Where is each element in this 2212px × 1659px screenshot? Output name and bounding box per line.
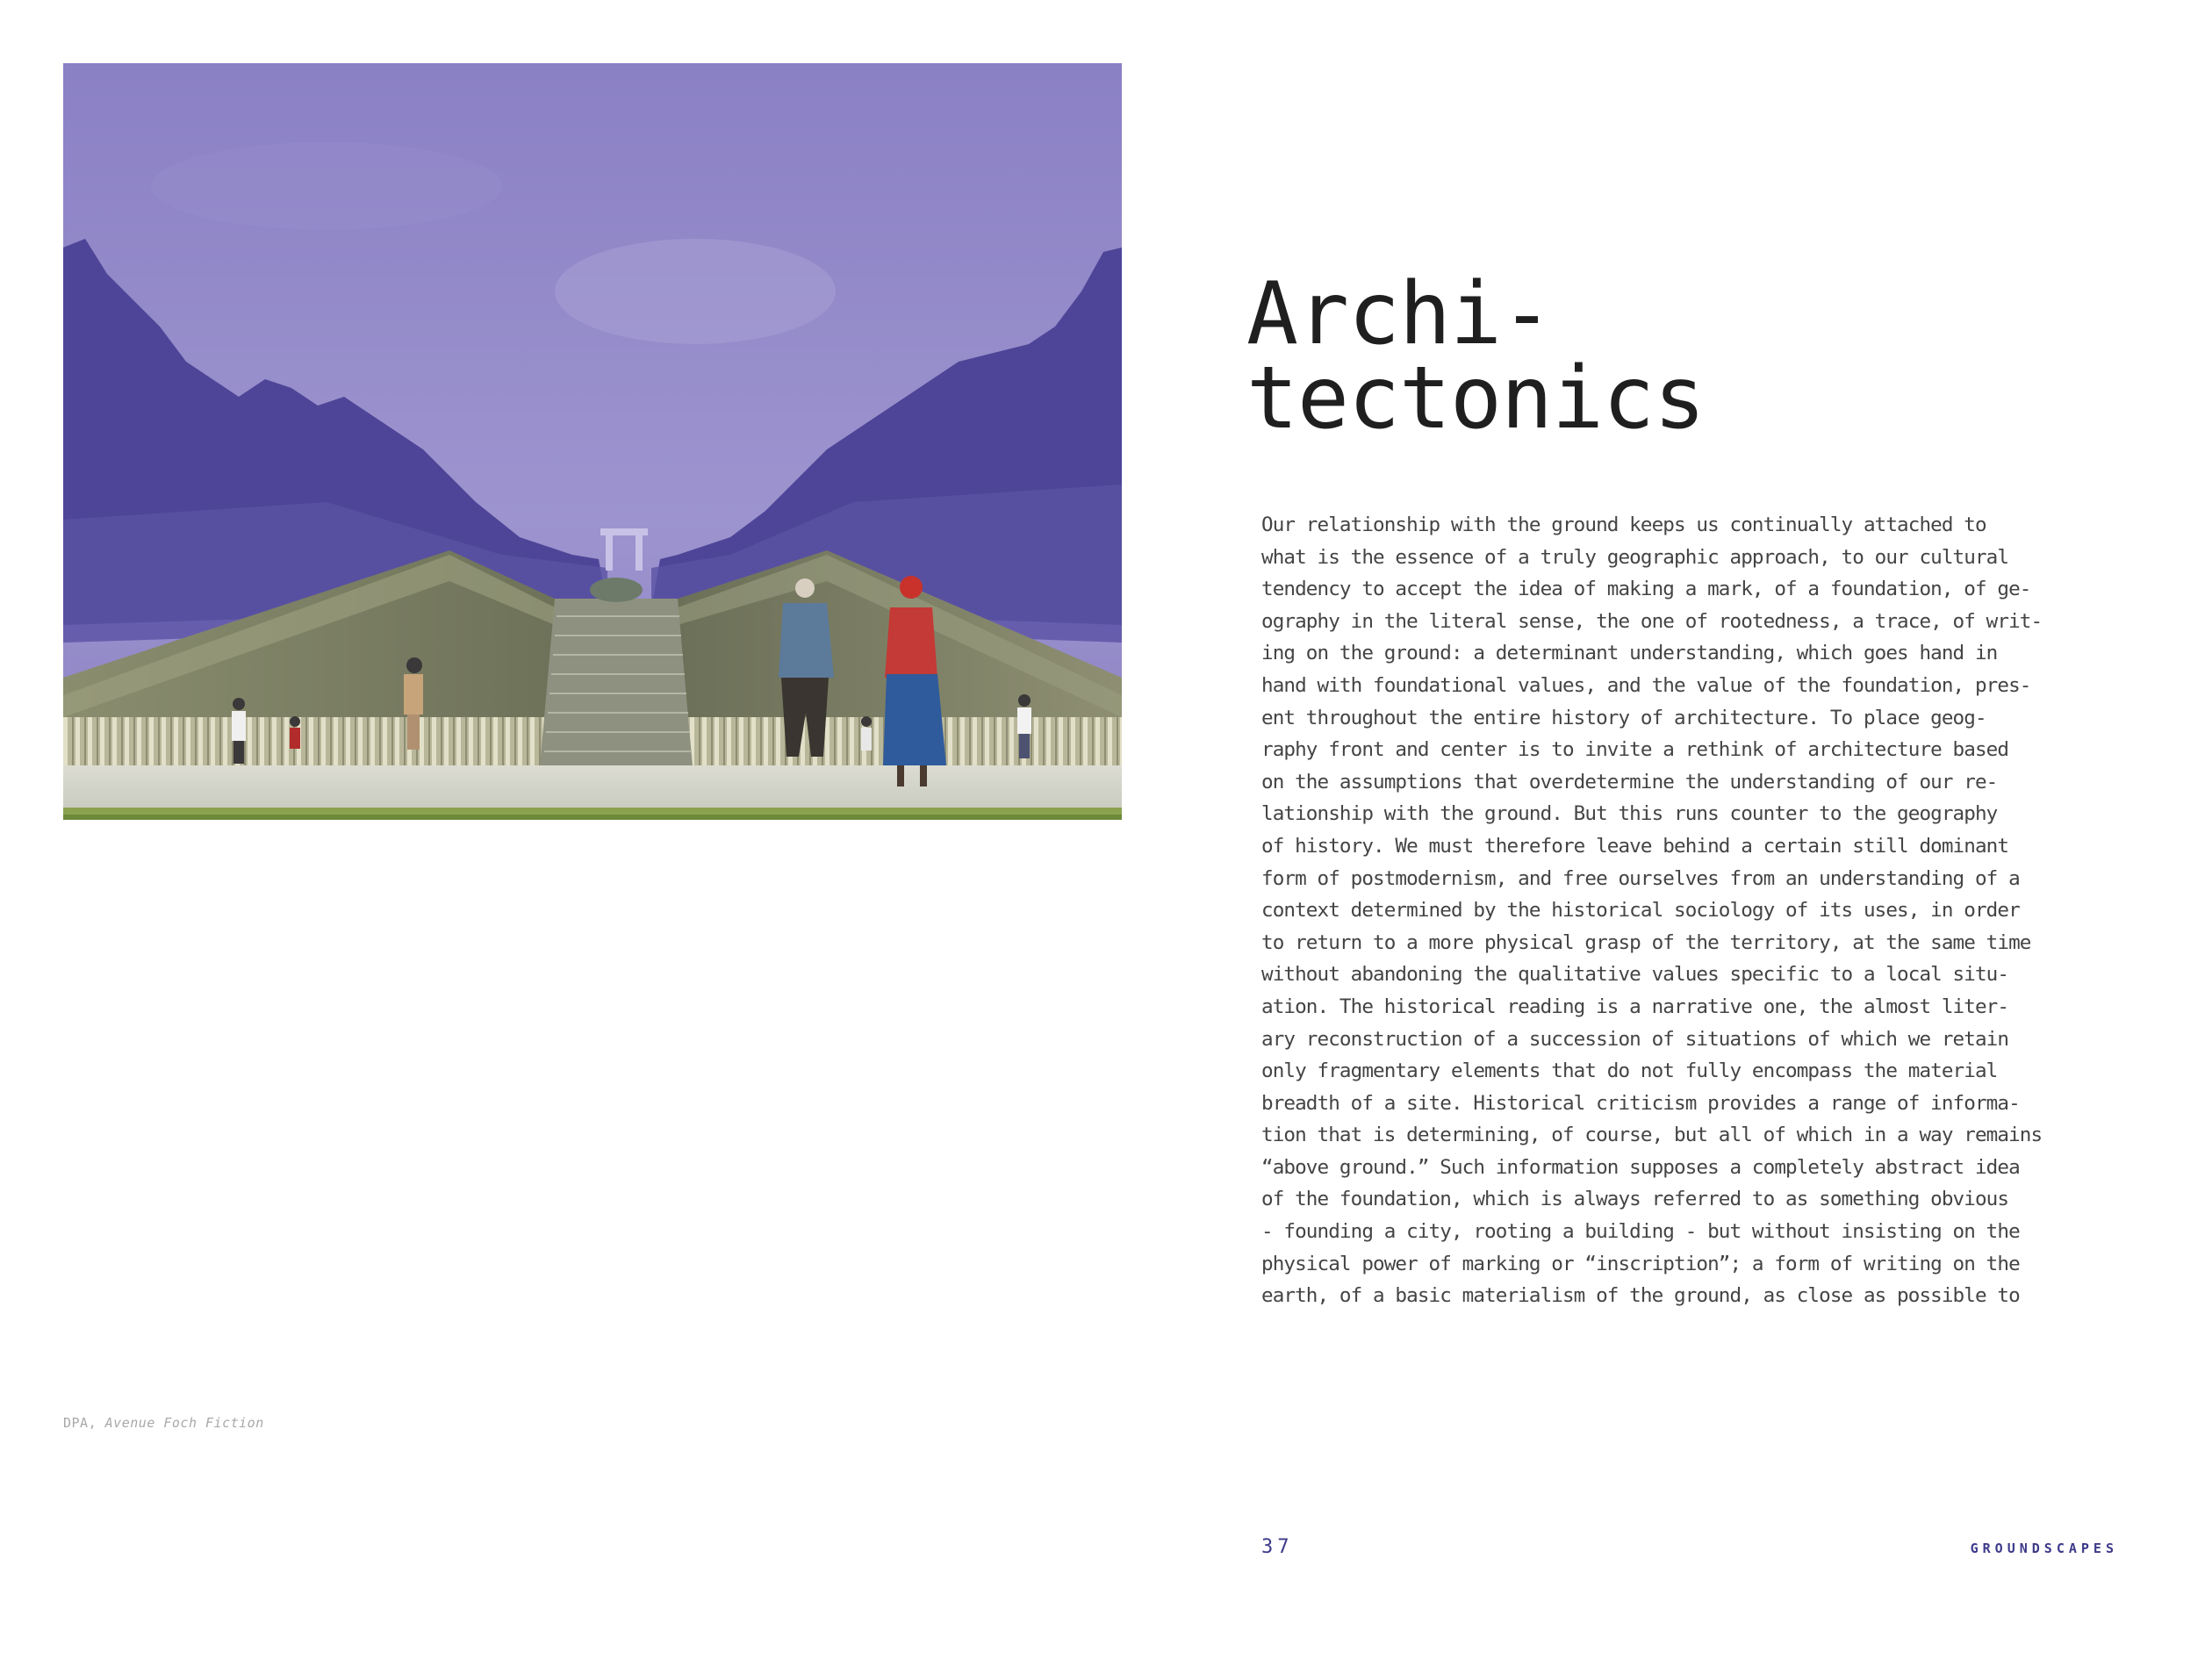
body-line: only fragmentary elements that do not fully encompass the material	[1261, 1059, 1998, 1083]
page-number: 37	[1261, 1536, 1294, 1558]
caption-work-title: Avenue Foch Fiction	[104, 1415, 264, 1431]
title-line-1: Archi-	[1246, 264, 1553, 364]
body-line: Our relationship with the ground keeps us continually attached to	[1261, 514, 1986, 536]
body-line: ation. The historical reading is a narrative one, the almost liter-	[1261, 995, 2009, 1018]
body-line: breadth of a site. Historical criticism provides a range of informa-	[1261, 1091, 2020, 1115]
body-line: context determined by the historical sociology of its uses, in order	[1261, 899, 2020, 923]
chapter-title	[1246, 264, 1706, 449]
photo-caption	[63, 1415, 264, 1431]
body-line: earth, of a basic materialism of the ground, as close as possible to	[1261, 1284, 2020, 1308]
body-line: ing on the ground: a determinant understanding, which goes hand in	[1261, 642, 1998, 665]
body-line: tion that is determining, of course, but all of which in a way remains	[1261, 1124, 2043, 1147]
body-line: “above ground.” Such information supposes a completely abstract idea	[1261, 1155, 2020, 1179]
body-line: hand with foundational values, and the value of the foundation, pres-	[1261, 673, 2031, 697]
body-line: lationship with the ground. But this runs counter to the geography	[1261, 802, 1998, 826]
body-line: form of postmodernism, and free ourselves from an understanding of a	[1261, 866, 2020, 890]
body-line: of history. We must therefore leave behind a certain still dominant	[1261, 834, 2009, 858]
body-line: raphy front and center is to invite a rethink of architecture based	[1261, 738, 2009, 762]
body-line: to return to a more physical grasp of the territory, at the same time	[1261, 930, 2031, 954]
body-line: physical power of marking or “inscription”; a form of writing on the	[1261, 1252, 2020, 1275]
body-line: what is the essence of a truly geographic approach, to our cultural	[1261, 545, 2009, 569]
body-paragraph	[1261, 509, 2118, 1312]
collage-photograph	[63, 63, 1122, 820]
body-line: on the assumptions that overdetermine the understanding of our re-	[1261, 770, 1998, 794]
body-line: tendency to accept the idea of making a mark, of a foundation, of ge-	[1261, 578, 2031, 601]
caption-author: DPA,	[63, 1415, 105, 1431]
body-line: without abandoning the qualitative values specific to a local situ-	[1261, 963, 2009, 987]
body-line: - founding a city, rooting a building - but without insisting on the	[1261, 1220, 2020, 1244]
running-head: GROUNDSCAPES	[1970, 1540, 2118, 1556]
body-line: ary reconstruction of a succession of situations of which we retain	[1261, 1027, 2009, 1051]
body-line: of the foundation, which is always referred to as something obvious	[1261, 1188, 2009, 1211]
body-line: ent throughout the entire history of architecture. To place geog-	[1261, 706, 1986, 729]
body-line: ography in the literal sense, the one of rootedness, a trace, of writ-	[1261, 609, 2043, 633]
title-line-2: tectonics	[1246, 348, 1706, 449]
